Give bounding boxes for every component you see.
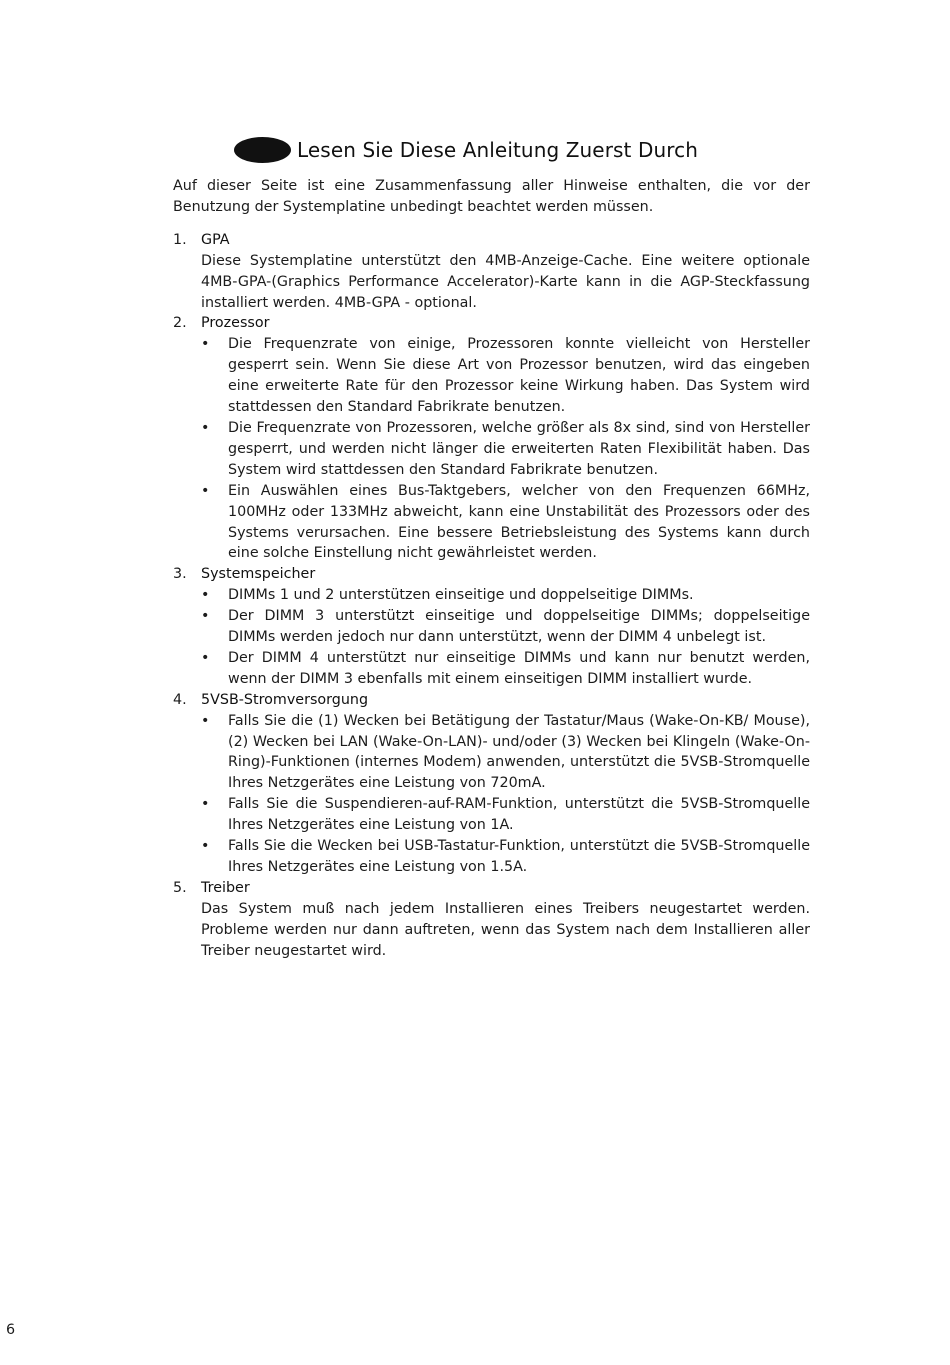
section-heading xyxy=(173,313,810,334)
list-item xyxy=(201,585,810,606)
section-title: 5VSB-Stromversorgung xyxy=(201,691,369,708)
list-item xyxy=(201,418,810,481)
bullet-list xyxy=(173,334,810,564)
section-treiber xyxy=(173,878,810,962)
section-number: 5. xyxy=(173,879,187,896)
section-title: Treiber xyxy=(201,879,250,896)
bullet-list xyxy=(173,585,810,690)
section-number: 2. xyxy=(173,315,187,332)
list-item-text: Die Frequenzrate von einige, Prozessoren konnte vielleicht von Hersteller gesperrt sein. Wenn Sie diese Art von Prozessor benutzen, wird das eingeben eine erweiterte Rate für den Prozessor keine Wirkung haben. Das System wird stattdessen den Standard Fabrikrate benutzen. xyxy=(228,336,810,416)
section-systemspeicher xyxy=(173,564,810,689)
section-heading xyxy=(173,690,810,711)
bullet-list xyxy=(173,711,810,878)
document-body xyxy=(173,176,810,962)
list-item-text: Der DIMM 3 unterstützt einseitige und doppelseitige DIMMs; doppelseitige DIMMs werden jedoch nur dann unterstützt, wenn der DIMM 4 unbelegt ist. xyxy=(228,608,810,646)
intro-paragraph: Auf dieser Seite ist eine Zusammenfassung aller Hinweise enthalten, die vor der Benutzung der Systemplatine unbedingt beachtet werden müssen. xyxy=(173,178,810,215)
list-item xyxy=(201,606,810,648)
list-item xyxy=(201,836,810,878)
section-5vsb-stromversorgung xyxy=(173,690,810,878)
page-title: Lesen Sie Diese Anleitung Zuerst Durch xyxy=(297,138,698,162)
section-heading xyxy=(173,564,810,585)
bullet-icon: • xyxy=(201,649,210,666)
bullet-icon: • xyxy=(201,608,210,625)
title-row xyxy=(234,134,698,166)
section-title: GPA xyxy=(201,231,230,248)
bullet-icon: • xyxy=(201,587,210,604)
list-item-text: Die Frequenzrate von Prozessoren, welche größer als 8x sind, sind von Hersteller gesperrt, und werden nicht länger die erweiterten Raten Flexibilität haben. Das System wird stattdessen den Standard Fabrikrate benutzen. xyxy=(228,419,810,478)
bullet-icon: • xyxy=(201,838,210,855)
section-title: Prozessor xyxy=(201,315,270,332)
section-title: Systemspeicher xyxy=(201,566,316,583)
bullet-icon: • xyxy=(201,712,210,729)
bullet-icon: • xyxy=(201,336,210,353)
bullet-icon: • xyxy=(201,482,210,499)
black-oval-icon xyxy=(234,137,291,163)
section-number: 4. xyxy=(173,691,187,708)
list-item-text: DIMMs 1 und 2 unterstützen einseitige und doppelseitige DIMMs. xyxy=(228,587,694,604)
section-paragraph: Diese Systemplatine unterstützt den 4MB-Anzeige-Cache. Eine weitere optionale 4MB-GPA-(Graphics Performance Accelerator)-Karte kann in die AGP-Steckfassung installiert werden. 4MB-GPA - optional. xyxy=(201,252,810,311)
list-item-text: Falls Sie die (1) Wecken bei Betätigung der Tastatur/Maus (Wake-On-KB/ Mouse), (2) Wecken bei LAN (Wake-On-LAN)- und/oder (3) Wecken bei Klingeln (Wake-On-Ring)-Funktionen (internes Modem) anwenden, unterstützt die 5VSB-Stromquelle Ihres Netzgerätes eine Leistung von 720mA. xyxy=(228,712,810,792)
list-item xyxy=(201,711,810,795)
list-item xyxy=(201,648,810,690)
section-paragraph: Das System muß nach jedem Installieren eines Treibers neugestartet werden. Probleme werden nur dann auftreten, wenn das System nach dem Installieren aller Treiber neugestartet wird. xyxy=(201,900,810,959)
list-item-text: Falls Sie die Suspendieren-auf-RAM-Funktion, unterstützt die 5VSB-Stromquelle Ihres Netzgerätes eine Leistung von 1A. xyxy=(228,796,810,834)
page-number: 6 xyxy=(6,1322,16,1338)
list-item xyxy=(201,794,810,836)
list-item-text: Ein Auswählen eines Bus-Taktgebers, welcher von den Frequenzen 66MHz, 100MHz oder 133MHz abweicht, kann eine Unstabilität des Prozessors oder des Systems verursachen. Eine bessere Betriebsleistung des Systems kann durch eine solche Einstellung nicht gewährleistet werden. xyxy=(228,482,810,562)
section-heading xyxy=(173,230,810,251)
list-item xyxy=(201,481,810,565)
section-gpa xyxy=(173,230,810,314)
section-heading xyxy=(173,878,810,899)
section-prozessor xyxy=(173,313,810,564)
bullet-icon: • xyxy=(201,419,210,436)
list-item-text: Der DIMM 4 unterstützt nur einseitige DIMMs und kann nur benutzt werden, wenn der DIMM 3 ebenfalls mit einem einseitigen DIMM installiert wurde. xyxy=(228,649,810,687)
section-number: 3. xyxy=(173,566,187,583)
section-number: 1. xyxy=(173,231,187,248)
bullet-icon: • xyxy=(201,796,210,813)
list-item xyxy=(201,334,810,418)
list-item-text: Falls Sie die Wecken bei USB-Tastatur-Funktion, unterstützt die 5VSB-Stromquelle Ihres Netzgerätes eine Leistung von 1.5A. xyxy=(228,838,810,875)
